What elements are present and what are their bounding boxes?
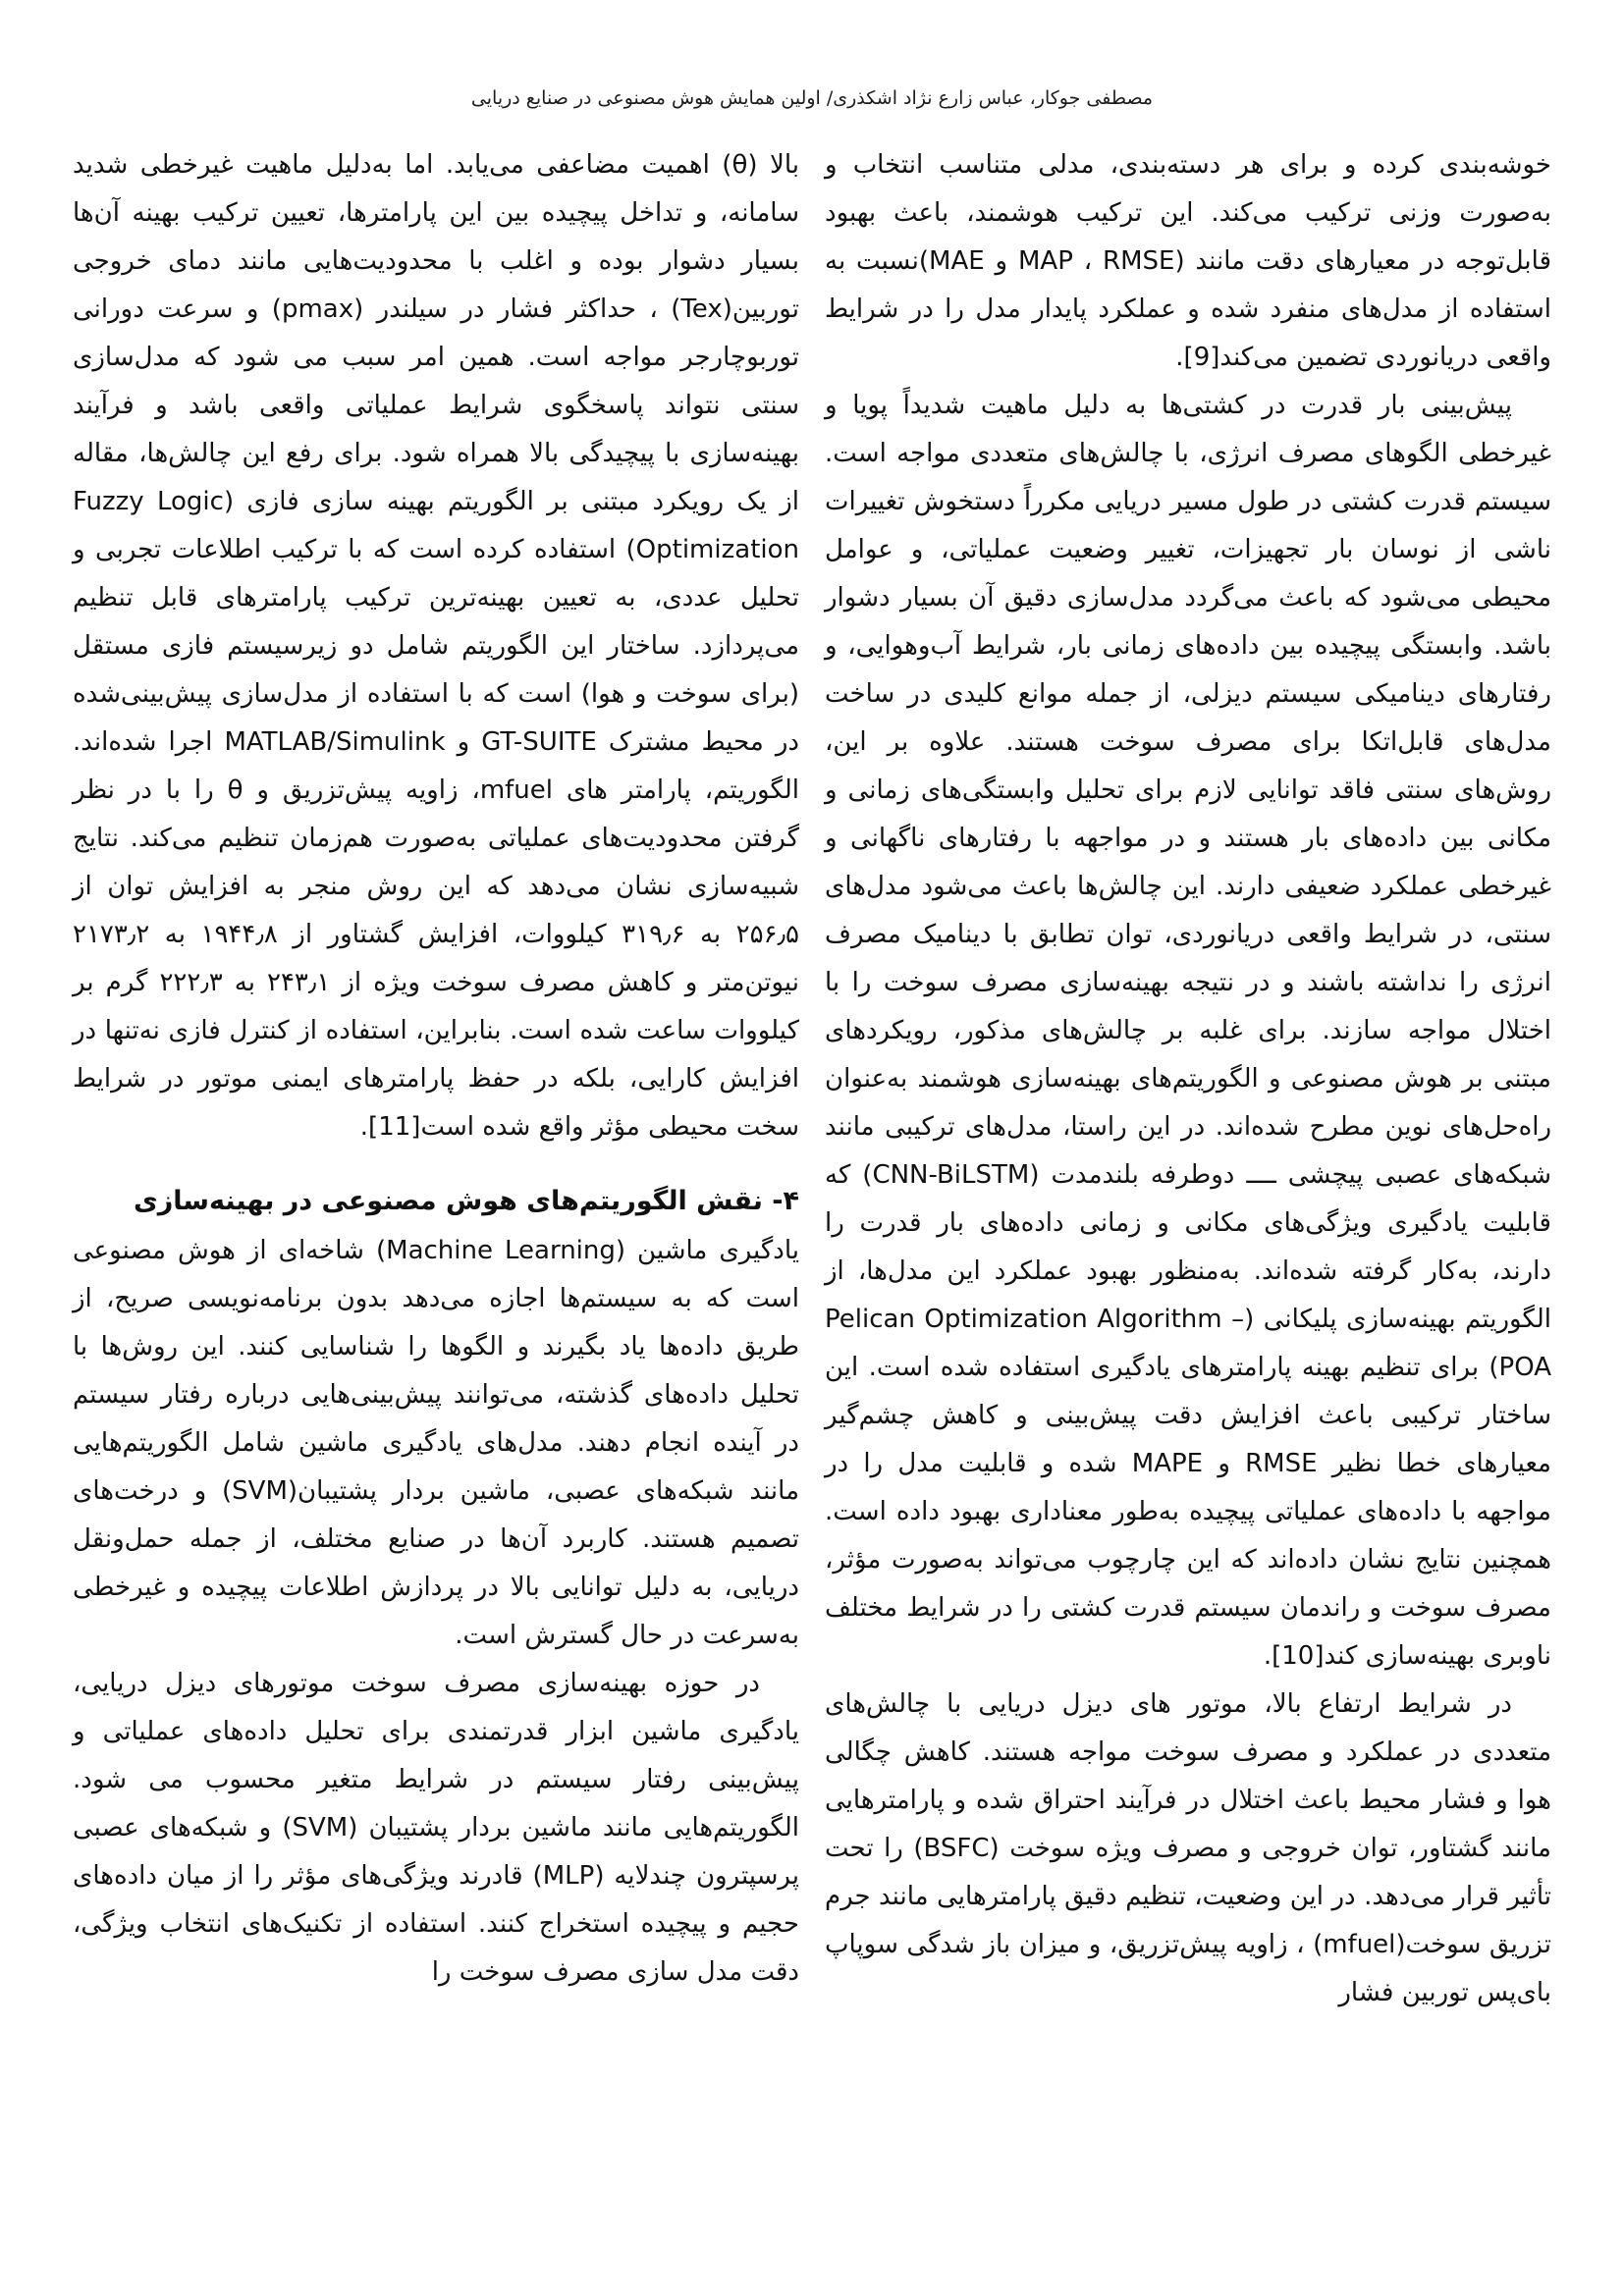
paragraph: در حوزه بهینه‌سازی مصرف سوخت موتورهای دیزل دریایی، یادگیری ماشین ابزار قدرتمندی برای تحلیل داده‌های عملیاتی و پیش‌بینی رفتار سیستم در شرایط متغیر محسوب می شود. الگوریتم‌هایی مانند ماشین بردار پشتیبان (SVM) و شبکه‌های عصبی پرسپترون چندلایه (MLP) قادرند ویژگی‌های مؤثر را از میان داده‌های حجیم و پیچیده استخراج کنند. استفاده از تکنیک‌های انتخاب ویژگی، دقت مدل سازی مصرف سوخت را [73,1669,800,1987]
section-heading: ۴- نقش الگوریتم‌های هوش مصنوعی در بهینه‌سازی [133,1186,799,1216]
column-right [825,141,1551,2017]
paragraph: در شرایط ارتفاع بالا، موتور های دیزل دریایی با چالش‌های متعددی در عملکرد و مصرف سوخت مواجه هستند. کاهش چگالی هوا و فشار محیط باعث اختلال در فرآیند احتراق شده و پارامترهایی مانند گشتاور، توان خروجی و مصرف ویژه سوخت (BSFC) را تحت تأثیر قرار می‌دهد. در این وضعیت، تنظیم دقیق پارامترهایی مانند جرم تزریق سوخت(mfuel) ، زاویه پیش‌تزریق، و میزان باز شدگی سوپاپ بای‌پس توربین فشار [825,1689,1551,2007]
body-columns [0,110,1624,2017]
paragraph: پیش‌بینی بار قدرت در کشتی‌ها به دلیل ماهیت شدیداً پویا و غیرخطی الگوهای مصرف انرژی، با چالش‌های متعددی مواجه است. سیستم قدرت کشتی در طول مسیر دریایی مکرراً دستخوش تغییرات ناشی از نوسان بار تجهیزات، تغییر وضعیت عملیاتی، و عوامل محیطی می‌شود که باعث می‌گردد مدل‌سازی دقیق آن بسیار دشوار باشد. وابستگی پیچیده بین داده‌های زمانی بار، شرایط آب‌وهوایی، و رفتارهای دینامیکی سیستم دیزلی، از جمله موانع کلیدی در ساخت مدل‌های قابل‌اتکا برای مصرف سوخت هستند. علاوه بر این، روش‌های سنتی فاقد توانایی لازم برای تحلیل وابستگی‌های زمانی و مکانی بین داده‌های بار هستند و در مواجهه با رفتارهای ناگهانی و غیرخطی عملکرد ضعیفی دارند. این چالش‌ها باعث می‌شود مدل‌های سنتی، در شرایط واقعی دریانوردی، توان تطابق با دینامیک مصرف انرژی را نداشته باشند و در نتیجه بهینه‌سازی مصرف سوخت را با اختلال مواجه سازند. برای غلبه بر چالش‌های مذکور، رویکردهای مبتنی بر هوش مصنوعی و الگوریتم‌های بهینه‌سازی هوشمند به‌عنوان راه‌حل‌های نوین مطرح شده‌اند. در این راستا، مدل‌های ترکیبی مانند شبکه‌های عصبی پیچشی ــــ دوطرفه بلندمدت (CNN-BiLSTM) که قابلیت یادگیری ویژگی‌های مکانی و زمانی داده‌های بار قدرت را دارند، به‌کار گرفته شده‌اند. به‌منظور بهبود عملکرد این مدل‌ها، از الگوریتم بهینه‌سازی پلیکانی (Pelican Optimization Algorithm – POA) برای تنظیم بهینه پارامترهای یادگیری استفاده شده است. این ساختار ترکیبی باعث افزایش دقت پیش‌بینی و کاهش چشم‌گیر معیارهای خطا نظیر RMSE و MAPE شده و قابلیت مدل را در مواجهه با داده‌های عملیاتی پیچیده به‌طور معناداری بهبود داده است. همچنین نتایج نشان داده‌اند که این چارچوب می‌تواند به‌صورت مؤثر، مصرف سوخت و راندمان سیستم قدرت کشتی را در شرایط مختلف ناوبری بهینه‌سازی کند[10]. [825,391,1551,1671]
running-header: مصطفی جوکار، عباس زارع نژاد اشکذری/ اولین همایش هوش مصنوعی در صنایع دریایی [470,87,1154,109]
paragraph: یادگیری ماشین (Machine Learning) شاخه‌ای از هوش مصنوعی است که به سیستم‌ها اجازه می‌دهد بدون برنامه‌نویسی صریح، از طریق داده‌ها یاد بگیرند و الگوها را شناسایی کنند. این روش‌ها با تحلیل داده‌های گذشته، می‌توانند پیش‌بینی‌هایی درباره رفتار سیستم در آینده انجام دهند. مدل‌های یادگیری ماشین شامل الگوریتم‌هایی مانند شبکه‌های عصبی، ماشین بردار پشتیبان(SVM) و درخت‌های تصمیم هستند. کاربرد آن‌ها در صنایع مختلف، از جمله حمل‌ونقل دریایی، به دلیل توانایی بالا در پردازش اطلاعات پیچیده و غیرخطی به‌سرعت در حال گسترش است. [73,1236,800,1650]
paragraph-continuation: خوشه‌بندی کرده و برای هر دسته‌بندی، مدلی متناسب انتخاب و به‌صورت وزنی ترکیب می‌کند. این ترکیب هوشمند، باعث بهبود قابل‌توجه در معیارهای دقت مانند (MAP ، RMSE و MAE)نسبت به استفاده از مدل‌های منفرد شده و عملکرد پایدار مدل را در شرایط واقعی دریانوردی تضمین می‌کند[9]. [825,150,1552,372]
column-left [73,141,799,2017]
paragraph-continuation: بالا (θ) اهمیت مضاعفی می‌یابد. اما به‌دلیل ماهیت غیرخطی شدید سامانه، و تداخل پیچیده بین این پارامترها، تعیین ترکیب بهینه آن‌ها بسیار دشوار بوده و اغلب با محدودیت‌هایی مانند دمای خروجی توربین(Tex) ، حداکثر فشار در سیلندر (pmax) و سرعت دورانی توربوچارجر مواجه است. همین امر سبب می شود که مدل‌سازی سنتی نتواند پاسخگوی شرایط عملیاتی واقعی باشد و فرآیند بهینه‌سازی با پیچیدگی بالا همراه شود. برای رفع این چالش‌ها، مقاله از یک رویکرد مبتنی بر الگوریتم بهینه سازی فازی (Fuzzy Logic Optimization) استفاده کرده است که با ترکیب اطلاعات تجربی و تحلیل عددی، به تعیین بهینه‌ترین ترکیب پارامترهای قابل تنظیم می‌پردازد. ساختار این الگوریتم شامل دو زیرسیستم فازی مستقل (برای سوخت و هوا) است که با استفاده از مدل‌سازی پیش‌بینی‌شده در محیط مشترک GT-SUITE و MATLAB/Simulink اجرا شده‌اند. الگوریتم، پارامتر های mfuel، زاویه پیش‌تزریق و θ را با در نظر گرفتن محدودیت‌های عملیاتی به‌صورت هم‌زمان تنظیم می‌کند. نتایج شبیه‌سازی نشان می‌دهد که این روش منجر به افزایش توان از ۲۵۶٫۵ به ۳۱۹٫۶ کیلووات، افزایش گشتاور از ۱۹۴۴٫۸ به ۲۱۷۳٫۲ نیوتن‌متر و کاهش مصرف سوخت ویژه از ۲۴۳٫۱ به ۲۲۲٫۳ گرم بر کیلووات ساعت شده است. بنابراین، استفاده از کنترل فازی نه‌تنها در افزایش کارایی، بلکه در حفظ پارامترهای ایمنی موتور در شرایط سخت محیطی مؤثر واقع شده است[11]. [73,150,799,1142]
